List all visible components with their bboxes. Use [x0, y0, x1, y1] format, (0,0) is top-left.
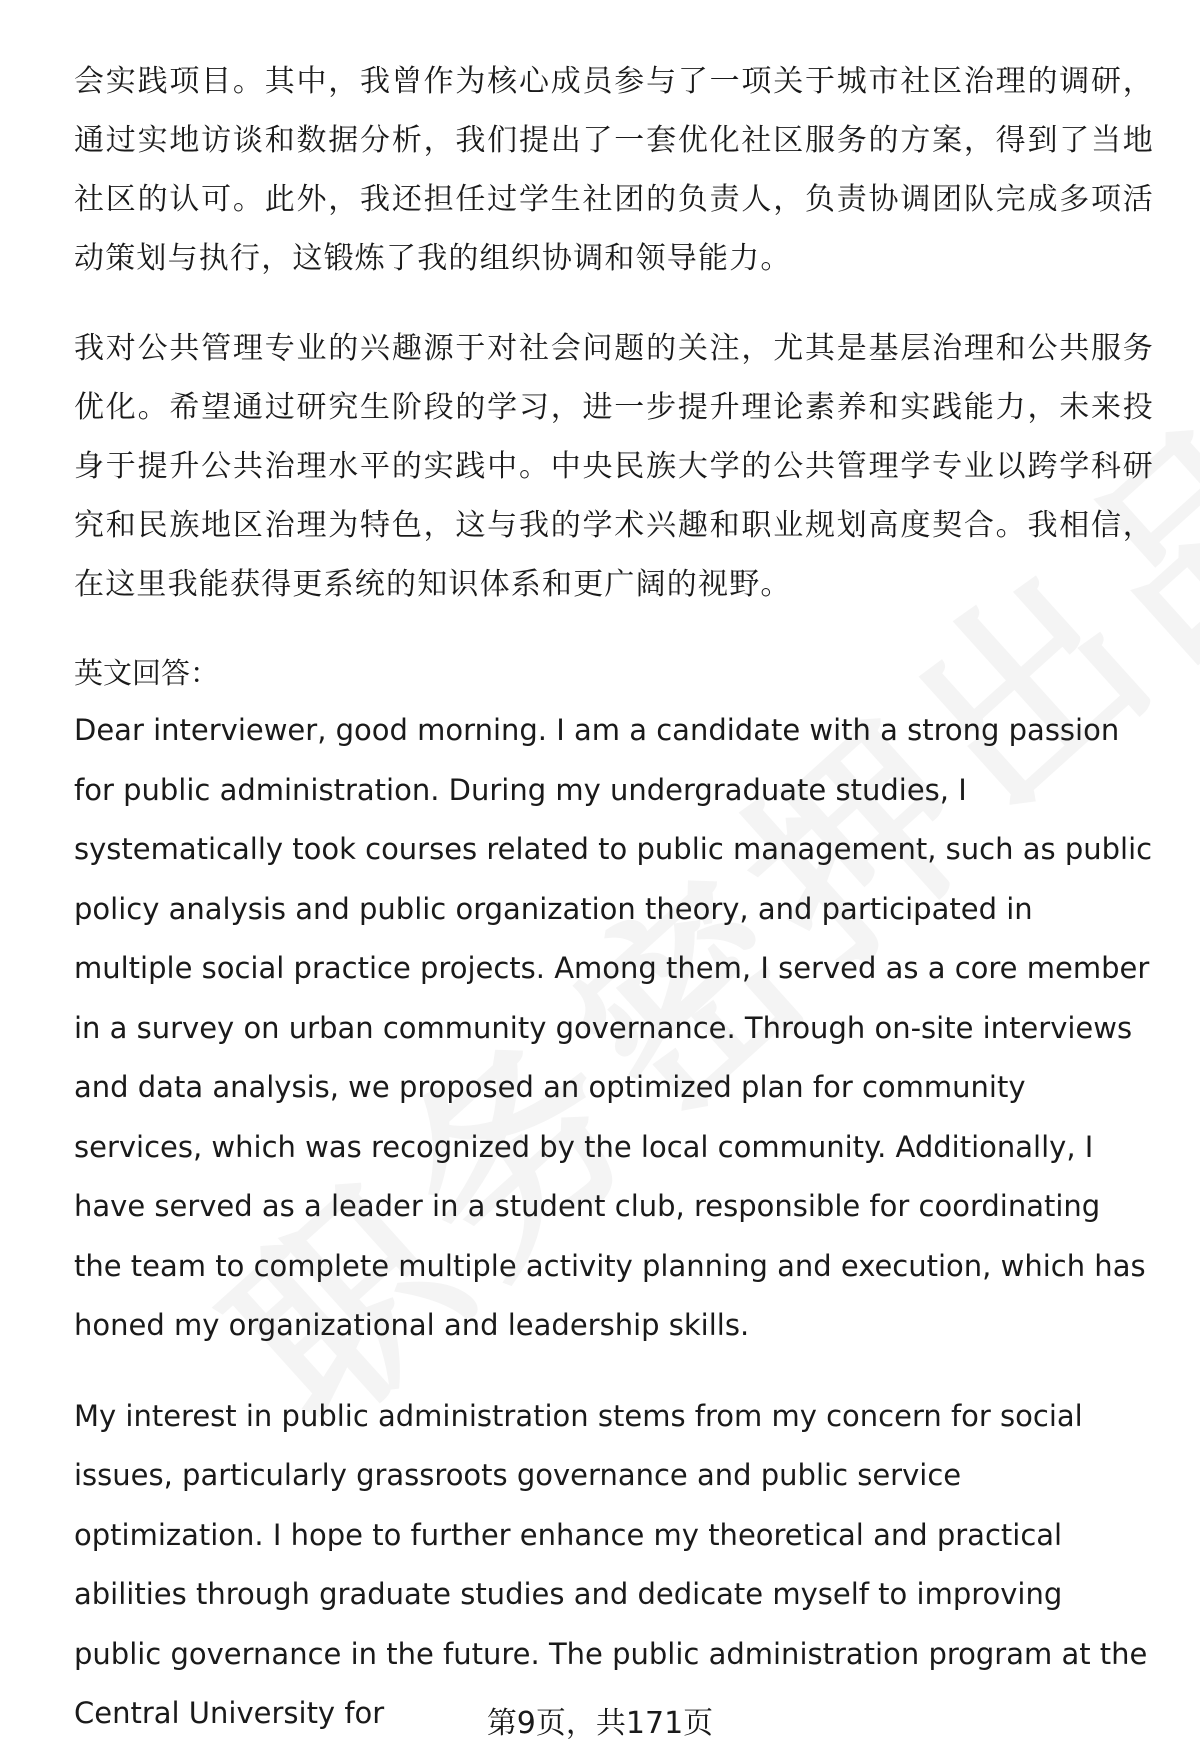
paragraph-en-1: Dear interviewer, good morning. I am a candidate with a strong passion for public administration. During my undergraduate studies, I systematically took courses related to public management, such as public policy analysis and public organization theory, and participated in multiple social practice projects. Among them, I served as a core member in a survey on urban community governance. Through on-site interviews and data analysis, we proposed an optimized plan for community services, which was recognized by the local community. Additionally, I have served as a leader in a student club, responsible for coordinating the team to complete multiple activity planning and execution, which has honed my organizational and leadership skills. — [74, 713, 1153, 1342]
paragraph-cn-2: 我对公共管理专业的兴趣源于对社会问题的关注，尤其是基层治理和公共服务优化。希望通过研究生阶段的学习，进一步提升理论素养和实践能力，未来投身于提升公共治理水平的实践中。中央民族大学的公共管理学专业以跨学科研究和民族地区治理为特色，这与我的学术兴趣和职业规划高度契合。我相信，在这里我能获得更系统的知识体系和更广阔的视野。 — [74, 331, 1154, 602]
english-answer-heading: 英文回答： — [74, 656, 220, 690]
page-number-footer: 第9页，共171页 — [486, 1706, 714, 1741]
document-body — [74, 52, 1154, 1744]
paragraph-cn-1: 会实践项目。其中，我曾作为核心成员参与了一项关于城市社区治理的调研，通过实地访谈和数据分析，我们提出了一套优化社区服务的方案，得到了当地社区的认可。此外，我还担任过学生社团的负责人，负责协调团队完成多项活动策划与执行，这锻炼了我的组织协调和领导能力。 — [74, 64, 1154, 276]
paragraph-en-2: My interest in public administration stems from my concern for social issues, particularly grassroots governance and public service optimization. I hope to further enhance my theoretical and practical abilities through graduate studies and dedicate myself to improving public governance in the future. The public administration program at the Central University for — [74, 1398, 1148, 1730]
